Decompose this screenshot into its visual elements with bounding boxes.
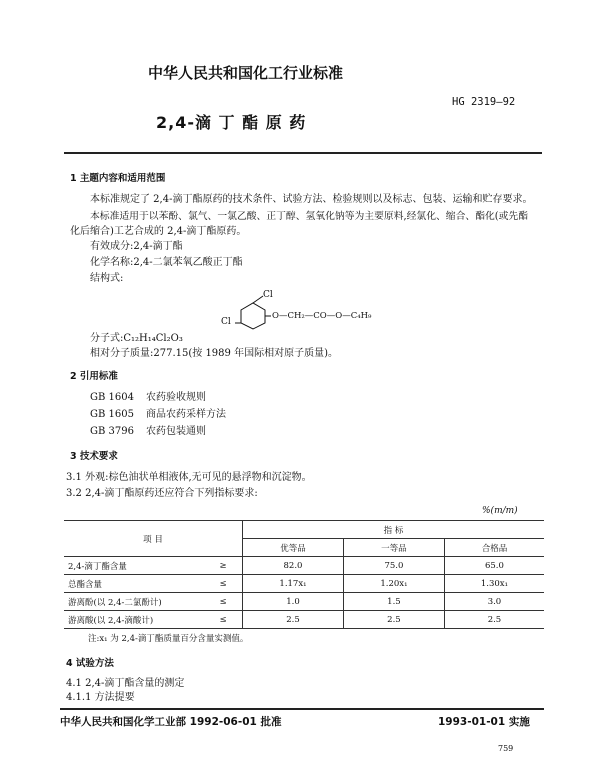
- table-note: 注:x₁ 为 2,4-滴丁酯质量百分含量实测值。: [88, 634, 249, 644]
- row-value: 1.5: [343, 593, 444, 611]
- issuing-authority: 中华人民共和国化工行业标准: [148, 64, 344, 82]
- table-row: [64, 575, 544, 593]
- col-header-item: 项 目: [64, 521, 243, 557]
- col-header-index: 指 标: [243, 521, 545, 539]
- row-value: 2.5: [343, 611, 444, 629]
- row-value: 2.5: [243, 611, 344, 629]
- footer-rule: [60, 708, 544, 710]
- page-number: 759: [498, 744, 514, 753]
- row-value: 75.0: [343, 557, 444, 575]
- section1-para2-line2: 化后缩合)工艺合成的 2,4-滴丁酯原药。: [70, 226, 247, 237]
- section2-heading: 2 引用标准: [70, 371, 118, 382]
- row-value: 3.0: [444, 593, 544, 611]
- section1-para2-line1: 本标准适用于以苯酚、氯气、一氯乙酸、正丁醇、氢氧化钠等为主要原料,经氯化、缩合、酯化(或先酯: [90, 211, 528, 222]
- section3-heading: 3 技术要求: [70, 451, 118, 462]
- ref-name-1: 农药验收规则: [146, 392, 206, 403]
- row-op: ≤: [204, 593, 243, 611]
- ester-chain: O—CH₂—CO—O—C₄H₉: [272, 311, 372, 321]
- active-ingredient: 有效成分:2,4-滴丁酯: [90, 241, 183, 252]
- row-value: 1.0: [243, 593, 344, 611]
- section1-para1: 本标准规定了 2,4-滴丁酯原药的技术条件、试验方法、检验规则以及标志、包装、运输和贮存要求。: [90, 194, 533, 205]
- molecular-mass: 相对分子质量:277.15(按 1989 年国际相对原子质量)。: [90, 348, 338, 359]
- chlorine-para: Cl: [221, 317, 231, 327]
- ref-name-3: 农药包装通则: [146, 426, 206, 437]
- row-op: ≤: [204, 611, 243, 629]
- row-value: 82.0: [243, 557, 344, 575]
- row-value: 1.17x₁: [243, 575, 344, 593]
- approval-line: 中华人民共和国化学工业部 1992-06-01 批准: [60, 716, 282, 728]
- section4-heading: 4 试验方法: [66, 658, 114, 669]
- grade-first: 一等品: [343, 539, 444, 557]
- table-row: [64, 557, 544, 575]
- chlorine-ortho: Cl: [263, 290, 273, 300]
- standard-code: HG 2319—92: [452, 96, 516, 108]
- table-row: [64, 611, 544, 629]
- row-name: 游离酸(以 2,4-滴酸计): [64, 611, 204, 629]
- clause-4-1: 4.1 2,4-滴丁酯含量的测定: [66, 678, 185, 689]
- ref-code-3: GB 3796: [90, 426, 134, 437]
- structure-label: 结构式:: [90, 273, 124, 284]
- table-unit: %(m/m): [482, 506, 518, 516]
- chemical-name: 化学名称:2,4-二氯苯氧乙酸正丁酯: [90, 257, 243, 268]
- row-name: 2,4-滴丁酯含量: [64, 557, 204, 575]
- row-value: 1.30x₁: [444, 575, 544, 593]
- effective-date: 1993-01-01 实施: [438, 716, 530, 728]
- ref-code-1: GB 1604: [90, 392, 134, 403]
- document-title: 2,4-滴 丁 酯 原 药: [156, 113, 307, 132]
- spec-table: [64, 520, 544, 629]
- ref-code-2: GB 1605: [90, 409, 134, 420]
- ref-name-2: 商品农药采样方法: [146, 409, 226, 420]
- grade-superior: 优等品: [243, 539, 344, 557]
- row-value: 65.0: [444, 557, 544, 575]
- row-op: ≤: [204, 575, 243, 593]
- clause-3-2: 3.2 2,4-滴丁酯原药还应符合下列指标要求:: [66, 488, 258, 499]
- section1-heading: 1 主题内容和适用范围: [70, 173, 166, 184]
- clause-3-1: 3.1 外观:棕色油状单相液体,无可见的悬浮物和沉淀物。: [66, 472, 312, 483]
- title-rule: [64, 152, 542, 154]
- table-row: [64, 593, 544, 611]
- row-name: 游离酚(以 2,4-二氯酚计): [64, 593, 204, 611]
- clause-4-1-1: 4.1.1 方法提要: [66, 692, 135, 703]
- row-value: 2.5: [444, 611, 544, 629]
- molecular-formula: 分子式:C₁₂H₁₄Cl₂O₃: [90, 333, 183, 344]
- grade-qualified: 合格品: [444, 539, 544, 557]
- row-name: 总酯含量: [64, 575, 204, 593]
- row-value: 1.20x₁: [343, 575, 444, 593]
- row-op: ≥: [204, 557, 243, 575]
